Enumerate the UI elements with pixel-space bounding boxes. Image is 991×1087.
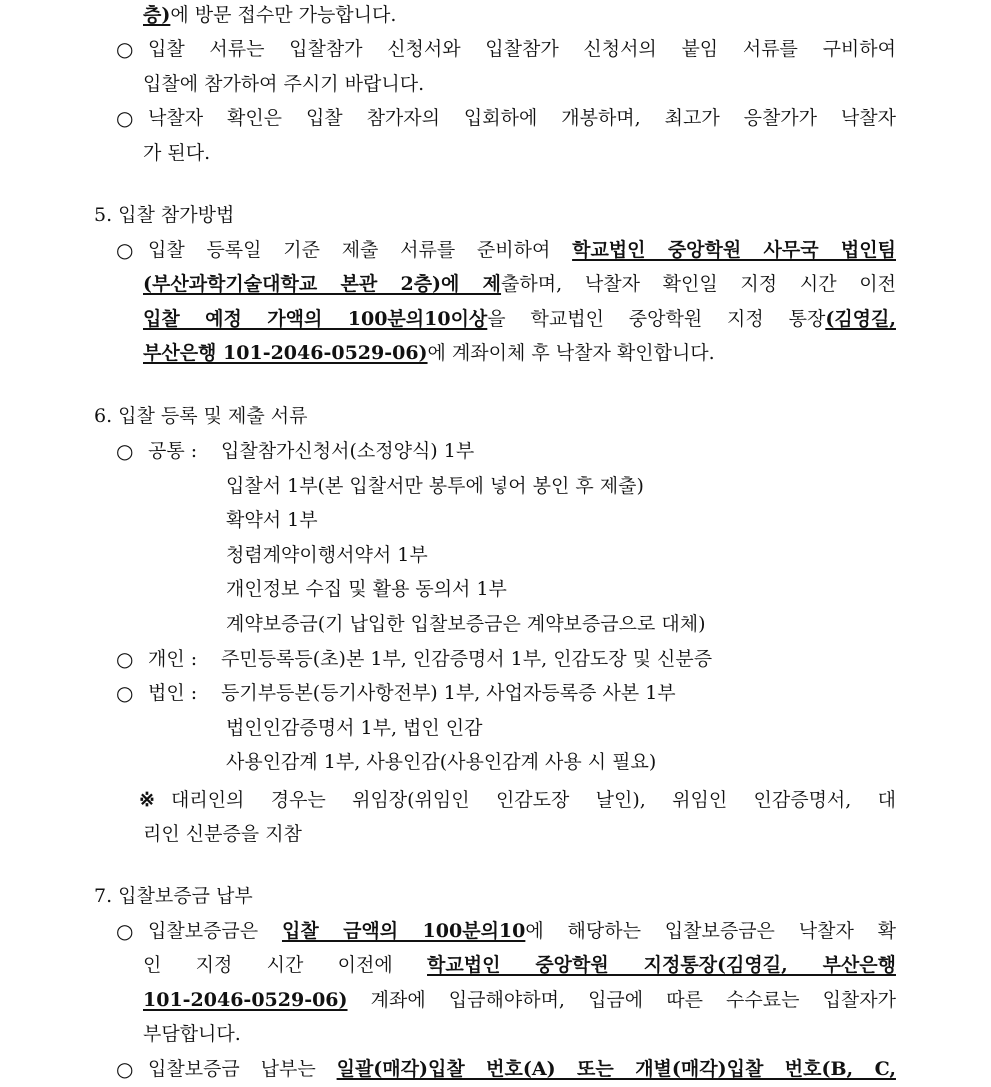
s5-line-1 — [148, 237, 896, 263]
bullet-icon: ○ — [116, 647, 134, 671]
s5-line-3-bold: 입찰 예정 가액의 100분의10이상 — [143, 308, 488, 330]
s6-personal-label: 개인 : — [148, 648, 198, 670]
s5-line-4-text: 에 계좌이체 후 낙찰자 확인합니다. — [427, 342, 715, 364]
s7-p1-line-1-text: 입찰보증금은 — [148, 920, 282, 942]
s6-corp-label: 법인 : — [148, 682, 198, 704]
bullet-icon: ○ — [116, 106, 134, 130]
s6-common-item: 청렴계약이행서약서 1부 — [226, 544, 428, 566]
bullet-icon: ○ — [116, 238, 134, 262]
s6-common-item: 개인정보 수집 및 활용 동의서 1부 — [226, 578, 507, 600]
s6-common-item: 확약서 1부 — [226, 509, 318, 531]
s5-line-2-text: 출하며, 낙찰자 확인일 지정 시간 이전 — [501, 273, 896, 295]
s7-p1-line-1-text-2: 에 해당하는 입찰보증금은 낙찰자 확 — [525, 920, 896, 942]
s6-common-item: 입찰참가신청서(소정양식) 1부 — [221, 440, 475, 462]
bullet-icon: ○ — [116, 439, 134, 463]
s5-line-3 — [143, 306, 896, 332]
bullet-icon: ○ — [116, 1057, 134, 1081]
s7-p2-line-1-text: 입찰보증금 납부는 — [148, 1058, 337, 1080]
s6-heading: 6. 입찰 등록 및 제출 서류 — [94, 405, 308, 427]
s7-p2-line-1 — [148, 1056, 896, 1082]
s7-p1-line-4: 부담합니다. — [143, 1023, 241, 1045]
s6-common-item: 입찰서 1부(본 입찰서만 봉투에 넣어 봉인 후 제출) — [226, 475, 644, 497]
s7-p1-line-2-text: 인 지정 시간 이전에 — [143, 954, 428, 976]
s4-p2-line-1: 낙찰자 확인은 입찰 참가자의 입회하에 개봉하며, 최고가 응찰가가 낙찰자 — [148, 107, 896, 129]
s5-line-1-text: 입찰 등록일 기준 제출 서류를 준비하여 — [148, 239, 573, 261]
s7-p1-line-3 — [143, 987, 896, 1013]
s5-line-4-bold: 부산은행 101-2046-0529-06) — [143, 342, 428, 364]
s6-common-label: 공통 : — [148, 440, 198, 462]
s6-corp-item: 사용인감계 1부, 사용인감(사용인감계 사용 시 필요) — [226, 751, 657, 773]
s7-p1-line-3-bold: 101-2046-0529-06) — [143, 989, 348, 1011]
s4-p2-line-2: 가 된다. — [143, 142, 211, 164]
s5-line-1-bold: 학교법인 중앙학원 사무국 법인팀 — [572, 239, 896, 261]
s7-p1-line-3-text: 계좌에 입금해야하며, 입금에 따른 수수료는 입찰자가 — [347, 989, 896, 1011]
s6-corp-item: 법인인감증명서 1부, 법인 인감 — [226, 717, 483, 739]
s4-line-0-text: 에 방문 접수만 가능합니다. — [170, 4, 397, 26]
s6-personal-item: 주민등록등(초)본 1부, 인감증명서 1부, 인감도장 및 신분증 — [221, 648, 713, 670]
s5-line-3-text: 을 학교법인 중앙학원 지정 통장 — [487, 308, 826, 330]
s5-line-3-bold-2: (김영길, — [825, 308, 896, 330]
s4-line-0 — [143, 2, 396, 28]
s4-p1-line-2: 입찰에 참가하여 주시기 바랍니다. — [143, 73, 425, 95]
s4-line-0-bold: 층) — [143, 4, 171, 26]
s7-p2-line-1-bold: 일괄(매각)입찰 번호(A) 또는 개별(매각)입찰 번호(B, C, — [336, 1058, 896, 1080]
s7-p1-line-1-bold: 입찰 금액의 100분의10 — [281, 920, 526, 942]
s6-corp-item: 등기부등본(등기사항전부) 1부, 사업자등록증 사본 1부 — [221, 682, 676, 704]
s5-heading: 5. 입찰 참가방법 — [94, 204, 235, 226]
s6-note-line-1: 대리인의 경우는 위임장(위임인 인감도장 날인), 위임인 인감증명서, 대 — [171, 789, 896, 811]
s7-p1-line-2-bold: 학교법인 중앙학원 지정통장(김영길, 부산은행 — [427, 954, 896, 976]
s7-heading: 7. 입찰보증금 납부 — [94, 885, 253, 907]
s6-note-line-2: 리인 신분증을 지참 — [143, 823, 302, 845]
s5-line-2-bold: (부산과학기술대학교 본관 2층)에 제 — [143, 273, 502, 295]
bullet-icon: ○ — [116, 919, 134, 943]
s4-p1-line-1: 입찰 서류는 입찰참가 신청서와 입찰참가 신청서의 붙임 서류를 구비하여 — [148, 38, 896, 60]
s5-line-4 — [143, 340, 715, 366]
s6-common-item: 계약보증금(기 납입한 입찰보증금은 계약보증금으로 대체) — [226, 613, 706, 635]
note-mark-icon: ※ — [139, 789, 155, 811]
s7-p1-line-2 — [143, 952, 896, 978]
bullet-icon: ○ — [116, 681, 134, 705]
s7-p1-line-1 — [148, 918, 896, 944]
s5-line-2 — [143, 271, 896, 297]
bullet-icon: ○ — [116, 37, 134, 61]
